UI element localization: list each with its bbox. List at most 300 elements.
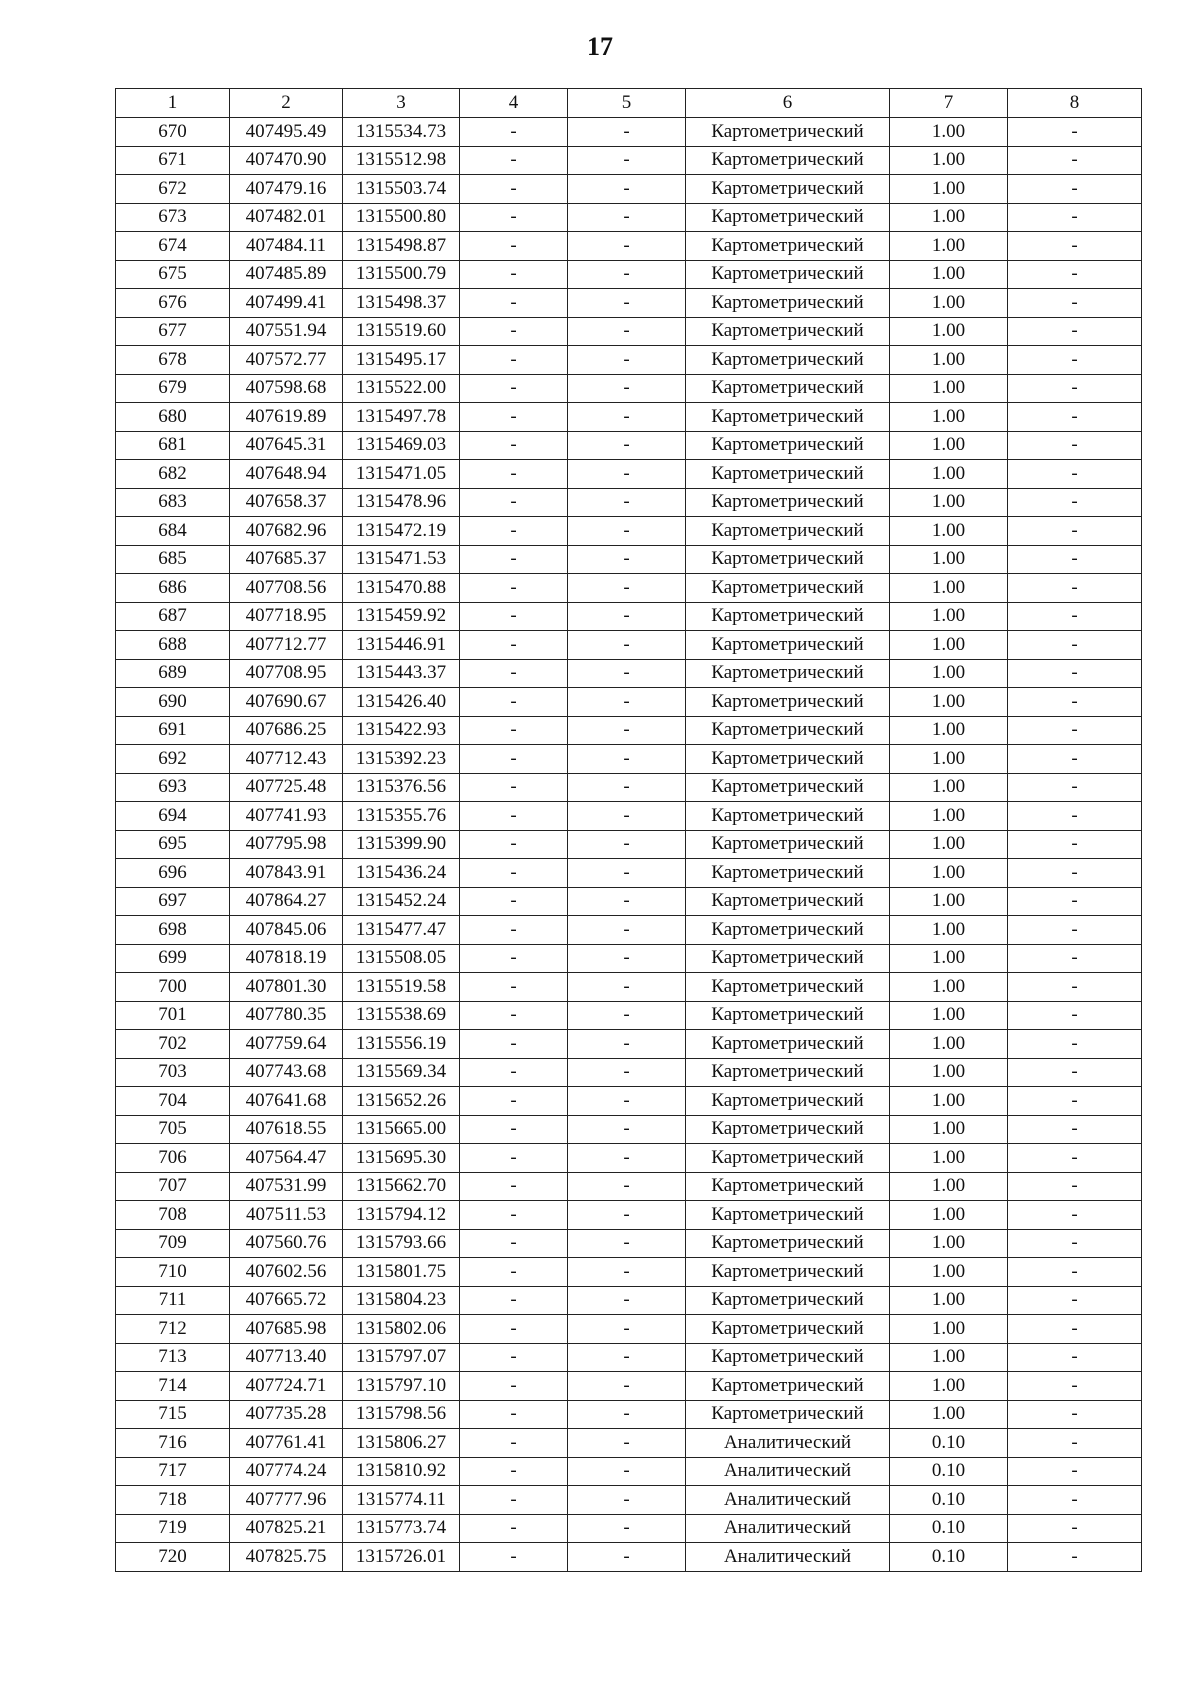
cell-point-number: 708 <box>116 1201 230 1230</box>
cell-coord-x: 407495.49 <box>230 118 343 147</box>
table-row <box>116 460 1142 489</box>
cell-col-4: - <box>460 1201 568 1230</box>
cell-point-number: 710 <box>116 1258 230 1287</box>
cell-col-4: - <box>460 232 568 261</box>
cell-col-4: - <box>460 488 568 517</box>
cell-accuracy: 1.00 <box>890 545 1008 574</box>
cell-point-number: 711 <box>116 1286 230 1315</box>
cell-col-8: - <box>1008 488 1142 517</box>
cell-accuracy: 1.00 <box>890 488 1008 517</box>
table-row <box>116 773 1142 802</box>
cell-col-4: - <box>460 1258 568 1287</box>
cell-method: Картометрический <box>686 1343 890 1372</box>
cell-col-8: - <box>1008 716 1142 745</box>
cell-col-8: - <box>1008 1087 1142 1116</box>
cell-col-4: - <box>460 631 568 660</box>
cell-accuracy: 1.00 <box>890 175 1008 204</box>
cell-col-5: - <box>568 1514 686 1543</box>
cell-col-5: - <box>568 260 686 289</box>
cell-coord-x: 407470.90 <box>230 146 343 175</box>
cell-coord-x: 407690.67 <box>230 688 343 717</box>
table-row <box>116 317 1142 346</box>
cell-accuracy: 1.00 <box>890 745 1008 774</box>
cell-coord-x: 407741.93 <box>230 802 343 831</box>
table-row <box>116 403 1142 432</box>
cell-col-8: - <box>1008 289 1142 318</box>
cell-col-8: - <box>1008 260 1142 289</box>
cell-accuracy: 1.00 <box>890 830 1008 859</box>
cell-coord-x: 407479.16 <box>230 175 343 204</box>
cell-point-number: 700 <box>116 973 230 1002</box>
cell-col-8: - <box>1008 1144 1142 1173</box>
cell-col-4: - <box>460 773 568 802</box>
cell-col-4: - <box>460 802 568 831</box>
cell-coord-x: 407560.76 <box>230 1229 343 1258</box>
cell-coord-y: 1315471.53 <box>343 545 460 574</box>
cell-method: Картометрический <box>686 488 890 517</box>
column-header-3: 3 <box>343 89 460 118</box>
cell-accuracy: 1.00 <box>890 118 1008 147</box>
cell-col-5: - <box>568 1001 686 1030</box>
table-row <box>116 1058 1142 1087</box>
cell-method: Картометрический <box>686 260 890 289</box>
cell-coord-y: 1315798.56 <box>343 1400 460 1429</box>
table-row <box>116 175 1142 204</box>
cell-accuracy: 1.00 <box>890 1172 1008 1201</box>
cell-col-4: - <box>460 973 568 1002</box>
cell-col-5: - <box>568 289 686 318</box>
cell-point-number: 713 <box>116 1343 230 1372</box>
cell-col-5: - <box>568 1144 686 1173</box>
cell-coord-x: 407641.68 <box>230 1087 343 1116</box>
cell-col-8: - <box>1008 1429 1142 1458</box>
column-header-6: 6 <box>686 89 890 118</box>
table-row <box>116 1087 1142 1116</box>
cell-col-4: - <box>460 1030 568 1059</box>
cell-col-5: - <box>568 374 686 403</box>
cell-col-4: - <box>460 1543 568 1572</box>
cell-accuracy: 1.00 <box>890 659 1008 688</box>
cell-coord-x: 407818.19 <box>230 944 343 973</box>
cell-method: Картометрический <box>686 232 890 261</box>
table-row <box>116 1115 1142 1144</box>
cell-coord-x: 407708.95 <box>230 659 343 688</box>
cell-col-4: - <box>460 1115 568 1144</box>
cell-method: Картометрический <box>686 1372 890 1401</box>
cell-col-5: - <box>568 830 686 859</box>
cell-method: Картометрический <box>686 773 890 802</box>
cell-col-5: - <box>568 574 686 603</box>
cell-coord-x: 407864.27 <box>230 887 343 916</box>
cell-coord-x: 407777.96 <box>230 1486 343 1515</box>
cell-col-8: - <box>1008 859 1142 888</box>
cell-col-8: - <box>1008 1315 1142 1344</box>
table-row <box>116 1514 1142 1543</box>
cell-coord-y: 1315471.05 <box>343 460 460 489</box>
cell-coord-x: 407759.64 <box>230 1030 343 1059</box>
page-number: 17 <box>587 32 613 61</box>
cell-col-4: - <box>460 545 568 574</box>
cell-col-8: - <box>1008 659 1142 688</box>
cell-col-5: - <box>568 631 686 660</box>
cell-coord-y: 1315477.47 <box>343 916 460 945</box>
cell-method: Картометрический <box>686 403 890 432</box>
cell-col-4: - <box>460 203 568 232</box>
table-row <box>116 1315 1142 1344</box>
cell-col-8: - <box>1008 574 1142 603</box>
cell-coord-y: 1315797.07 <box>343 1343 460 1372</box>
column-header-7: 7 <box>890 89 1008 118</box>
cell-coord-x: 407761.41 <box>230 1429 343 1458</box>
table-row <box>116 1429 1142 1458</box>
cell-point-number: 693 <box>116 773 230 802</box>
cell-method: Картометрический <box>686 631 890 660</box>
cell-accuracy: 1.00 <box>890 688 1008 717</box>
cell-col-4: - <box>460 146 568 175</box>
cell-accuracy: 1.00 <box>890 802 1008 831</box>
cell-method: Картометрический <box>686 1400 890 1429</box>
table-row <box>116 203 1142 232</box>
cell-method: Картометрический <box>686 830 890 859</box>
cell-point-number: 686 <box>116 574 230 603</box>
table-row <box>116 574 1142 603</box>
header-row <box>116 89 1142 118</box>
cell-accuracy: 1.00 <box>890 1343 1008 1372</box>
cell-col-4: - <box>460 1001 568 1030</box>
cell-method: Картометрический <box>686 1258 890 1287</box>
table-row <box>116 944 1142 973</box>
cell-coord-y: 1315519.60 <box>343 317 460 346</box>
table-row <box>116 859 1142 888</box>
cell-method: Картометрический <box>686 1144 890 1173</box>
cell-coord-y: 1315436.24 <box>343 859 460 888</box>
cell-coord-y: 1315522.00 <box>343 374 460 403</box>
cell-coord-x: 407725.48 <box>230 773 343 802</box>
cell-accuracy: 1.00 <box>890 574 1008 603</box>
cell-coord-x: 407645.31 <box>230 431 343 460</box>
cell-coord-x: 407682.96 <box>230 517 343 546</box>
cell-accuracy: 1.00 <box>890 403 1008 432</box>
cell-point-number: 699 <box>116 944 230 973</box>
table-row <box>116 688 1142 717</box>
cell-col-5: - <box>568 460 686 489</box>
cell-method: Картометрический <box>686 317 890 346</box>
cell-point-number: 671 <box>116 146 230 175</box>
cell-col-4: - <box>460 374 568 403</box>
cell-method: Картометрический <box>686 1001 890 1030</box>
cell-col-5: - <box>568 346 686 375</box>
cell-coord-y: 1315534.73 <box>343 118 460 147</box>
cell-col-5: - <box>568 232 686 261</box>
cell-coord-y: 1315459.92 <box>343 602 460 631</box>
cell-accuracy: 1.00 <box>890 460 1008 489</box>
cell-col-4: - <box>460 602 568 631</box>
table-row <box>116 659 1142 688</box>
cell-col-8: - <box>1008 517 1142 546</box>
cell-coord-x: 407735.28 <box>230 1400 343 1429</box>
cell-coord-y: 1315426.40 <box>343 688 460 717</box>
cell-point-number: 696 <box>116 859 230 888</box>
cell-coord-y: 1315495.17 <box>343 346 460 375</box>
cell-method: Картометрический <box>686 1315 890 1344</box>
cell-accuracy: 1.00 <box>890 203 1008 232</box>
cell-coord-y: 1315804.23 <box>343 1286 460 1315</box>
cell-point-number: 681 <box>116 431 230 460</box>
cell-col-4: - <box>460 716 568 745</box>
cell-col-4: - <box>460 1172 568 1201</box>
cell-col-8: - <box>1008 1514 1142 1543</box>
table-row <box>116 118 1142 147</box>
cell-col-8: - <box>1008 1115 1142 1144</box>
cell-method: Картометрический <box>686 1030 890 1059</box>
cell-coord-x: 407572.77 <box>230 346 343 375</box>
cell-coord-y: 1315422.93 <box>343 716 460 745</box>
cell-coord-x: 407843.91 <box>230 859 343 888</box>
cell-col-8: - <box>1008 916 1142 945</box>
cell-coord-x: 407484.11 <box>230 232 343 261</box>
table-row <box>116 146 1142 175</box>
cell-coord-y: 1315443.37 <box>343 659 460 688</box>
table-row <box>116 517 1142 546</box>
cell-coord-x: 407564.47 <box>230 1144 343 1173</box>
cell-coord-x: 407658.37 <box>230 488 343 517</box>
cell-col-5: - <box>568 1457 686 1486</box>
cell-col-4: - <box>460 460 568 489</box>
cell-accuracy: 1.00 <box>890 1087 1008 1116</box>
cell-accuracy: 1.00 <box>890 887 1008 916</box>
cell-coord-x: 407795.98 <box>230 830 343 859</box>
cell-coord-y: 1315446.91 <box>343 631 460 660</box>
cell-col-4: - <box>460 517 568 546</box>
cell-col-4: - <box>460 1087 568 1116</box>
cell-accuracy: 1.00 <box>890 289 1008 318</box>
cell-coord-x: 407511.53 <box>230 1201 343 1230</box>
cell-coord-x: 407648.94 <box>230 460 343 489</box>
cell-coord-y: 1315806.27 <box>343 1429 460 1458</box>
cell-accuracy: 1.00 <box>890 773 1008 802</box>
cell-coord-y: 1315665.00 <box>343 1115 460 1144</box>
cell-accuracy: 1.00 <box>890 859 1008 888</box>
cell-point-number: 720 <box>116 1543 230 1572</box>
cell-method: Картометрический <box>686 574 890 603</box>
cell-point-number: 678 <box>116 346 230 375</box>
cell-coord-y: 1315355.76 <box>343 802 460 831</box>
cell-coord-y: 1315773.74 <box>343 1514 460 1543</box>
cell-col-5: - <box>568 1030 686 1059</box>
cell-method: Картометрический <box>686 460 890 489</box>
cell-accuracy: 0.10 <box>890 1543 1008 1572</box>
cell-method: Картометрический <box>686 859 890 888</box>
cell-point-number: 695 <box>116 830 230 859</box>
cell-col-5: - <box>568 973 686 1002</box>
cell-coord-x: 407825.75 <box>230 1543 343 1572</box>
cell-col-5: - <box>568 859 686 888</box>
cell-coord-x: 407724.71 <box>230 1372 343 1401</box>
table-row <box>116 1030 1142 1059</box>
cell-accuracy: 1.00 <box>890 1229 1008 1258</box>
cell-point-number: 697 <box>116 887 230 916</box>
cell-method: Картометрический <box>686 289 890 318</box>
cell-col-8: - <box>1008 118 1142 147</box>
cell-col-4: - <box>460 1514 568 1543</box>
cell-coord-x: 407598.68 <box>230 374 343 403</box>
cell-col-5: - <box>568 1201 686 1230</box>
cell-col-4: - <box>460 1343 568 1372</box>
cell-col-8: - <box>1008 175 1142 204</box>
cell-col-8: - <box>1008 1543 1142 1572</box>
cell-col-5: - <box>568 1172 686 1201</box>
cell-col-8: - <box>1008 1229 1142 1258</box>
cell-col-5: - <box>568 716 686 745</box>
column-header-4: 4 <box>460 89 568 118</box>
cell-accuracy: 1.00 <box>890 146 1008 175</box>
cell-point-number: 690 <box>116 688 230 717</box>
cell-col-5: - <box>568 545 686 574</box>
cell-col-8: - <box>1008 431 1142 460</box>
cell-method: Картометрический <box>686 203 890 232</box>
cell-method: Картометрический <box>686 1286 890 1315</box>
cell-accuracy: 1.00 <box>890 602 1008 631</box>
cell-coord-y: 1315508.05 <box>343 944 460 973</box>
cell-col-8: - <box>1008 1400 1142 1429</box>
cell-col-8: - <box>1008 1058 1142 1087</box>
cell-col-4: - <box>460 1286 568 1315</box>
cell-col-8: - <box>1008 203 1142 232</box>
cell-accuracy: 0.10 <box>890 1457 1008 1486</box>
cell-coord-x: 407712.43 <box>230 745 343 774</box>
cell-method: Картометрический <box>686 545 890 574</box>
cell-point-number: 701 <box>116 1001 230 1030</box>
cell-point-number: 717 <box>116 1457 230 1486</box>
cell-col-5: - <box>568 146 686 175</box>
cell-col-4: - <box>460 1058 568 1087</box>
table-row <box>116 289 1142 318</box>
cell-method: Картометрический <box>686 745 890 774</box>
cell-method: Аналитический <box>686 1457 890 1486</box>
table-row <box>116 346 1142 375</box>
cell-col-5: - <box>568 1429 686 1458</box>
cell-accuracy: 1.00 <box>890 1286 1008 1315</box>
cell-coord-y: 1315469.03 <box>343 431 460 460</box>
column-header-5: 5 <box>568 89 686 118</box>
cell-method: Картометрический <box>686 602 890 631</box>
cell-col-5: - <box>568 773 686 802</box>
cell-coord-y: 1315503.74 <box>343 175 460 204</box>
cell-accuracy: 0.10 <box>890 1486 1008 1515</box>
table-row <box>116 1229 1142 1258</box>
cell-col-5: - <box>568 1543 686 1572</box>
cell-method: Картометрический <box>686 1058 890 1087</box>
cell-accuracy: 0.10 <box>890 1429 1008 1458</box>
cell-point-number: 707 <box>116 1172 230 1201</box>
cell-col-4: - <box>460 1372 568 1401</box>
cell-col-4: - <box>460 1457 568 1486</box>
cell-coord-y: 1315452.24 <box>343 887 460 916</box>
cell-coord-x: 407619.89 <box>230 403 343 432</box>
table-row <box>116 916 1142 945</box>
cell-col-4: - <box>460 1429 568 1458</box>
cell-coord-x: 407485.89 <box>230 260 343 289</box>
cell-col-5: - <box>568 602 686 631</box>
cell-col-5: - <box>568 1286 686 1315</box>
cell-coord-x: 407708.56 <box>230 574 343 603</box>
cell-col-4: - <box>460 745 568 774</box>
cell-col-4: - <box>460 830 568 859</box>
cell-coord-x: 407718.95 <box>230 602 343 631</box>
cell-coord-y: 1315498.37 <box>343 289 460 318</box>
cell-point-number: 715 <box>116 1400 230 1429</box>
cell-col-5: - <box>568 887 686 916</box>
table-row <box>116 1457 1142 1486</box>
cell-col-4: - <box>460 1144 568 1173</box>
cell-accuracy: 1.00 <box>890 1400 1008 1429</box>
cell-point-number: 694 <box>116 802 230 831</box>
cell-col-8: - <box>1008 232 1142 261</box>
cell-accuracy: 1.00 <box>890 944 1008 973</box>
cell-coord-y: 1315498.87 <box>343 232 460 261</box>
cell-accuracy: 1.00 <box>890 1115 1008 1144</box>
cell-accuracy: 1.00 <box>890 232 1008 261</box>
cell-col-8: - <box>1008 403 1142 432</box>
cell-coord-y: 1315556.19 <box>343 1030 460 1059</box>
cell-point-number: 714 <box>116 1372 230 1401</box>
cell-point-number: 680 <box>116 403 230 432</box>
cell-point-number: 703 <box>116 1058 230 1087</box>
cell-method: Картометрический <box>686 802 890 831</box>
cell-method: Картометрический <box>686 346 890 375</box>
cell-accuracy: 1.00 <box>890 260 1008 289</box>
cell-col-5: - <box>568 802 686 831</box>
cell-col-8: - <box>1008 460 1142 489</box>
cell-col-4: - <box>460 887 568 916</box>
cell-col-8: - <box>1008 688 1142 717</box>
cell-method: Аналитический <box>686 1429 890 1458</box>
cell-col-4: - <box>460 688 568 717</box>
column-header-8: 8 <box>1008 89 1142 118</box>
cell-accuracy: 1.00 <box>890 1258 1008 1287</box>
cell-point-number: 675 <box>116 260 230 289</box>
cell-point-number: 705 <box>116 1115 230 1144</box>
cell-col-8: - <box>1008 830 1142 859</box>
cell-col-5: - <box>568 1315 686 1344</box>
cell-col-8: - <box>1008 1172 1142 1201</box>
cell-col-5: - <box>568 488 686 517</box>
table-row <box>116 602 1142 631</box>
cell-point-number: 676 <box>116 289 230 318</box>
cell-col-8: - <box>1008 545 1142 574</box>
cell-col-8: - <box>1008 1486 1142 1515</box>
cell-col-5: - <box>568 403 686 432</box>
cell-col-5: - <box>568 1087 686 1116</box>
cell-method: Картометрический <box>686 944 890 973</box>
cell-coord-x: 407602.56 <box>230 1258 343 1287</box>
cell-coord-y: 1315695.30 <box>343 1144 460 1173</box>
cell-col-5: - <box>568 1115 686 1144</box>
table-row <box>116 545 1142 574</box>
cell-accuracy: 1.00 <box>890 1372 1008 1401</box>
cell-point-number: 672 <box>116 175 230 204</box>
cell-coord-x: 407685.98 <box>230 1315 343 1344</box>
cell-point-number: 670 <box>116 118 230 147</box>
cell-col-8: - <box>1008 146 1142 175</box>
cell-col-5: - <box>568 1058 686 1087</box>
cell-method: Картометрический <box>686 887 890 916</box>
cell-coord-y: 1315774.11 <box>343 1486 460 1515</box>
cell-col-5: - <box>568 317 686 346</box>
cell-point-number: 688 <box>116 631 230 660</box>
cell-point-number: 709 <box>116 1229 230 1258</box>
cell-coord-y: 1315472.19 <box>343 517 460 546</box>
